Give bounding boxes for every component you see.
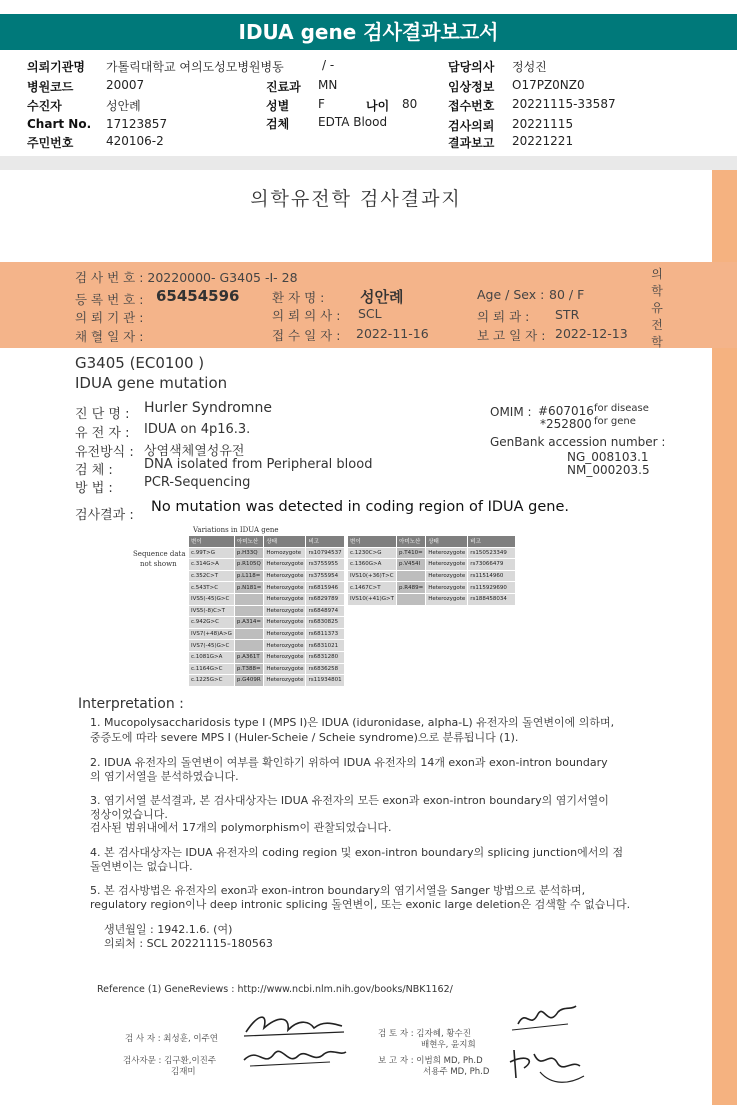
table-cell: Heterozygote (426, 570, 468, 582)
table-row (189, 663, 345, 675)
institution-value: 가톨릭대학교 여의도성모병원병동 (106, 60, 284, 74)
interpretation-line-3: 2. IDUA 유전자의 돌연변이 여부를 확인하기 위하여 IDUA 유전자의 14개 exon과 exon-intron boundary (90, 756, 608, 769)
interpretation-line-9: 돌연변이는 없습니다. (90, 860, 193, 873)
table-cell: Heterozygote (264, 663, 306, 675)
table-cell: Heterozygote (264, 628, 306, 640)
table-cell: p.G409R (234, 675, 263, 687)
dept-label: 진료과 (266, 80, 301, 94)
variations-table-right (347, 535, 516, 606)
advisor-line-1: 검사자문 : 김구환,이진주 (123, 1056, 217, 1066)
document-title: 의학유전학 검사결과지 (250, 188, 462, 210)
hospital-code-value: 20007 (106, 78, 145, 92)
vertical-label: 의 학 유 전 학 (651, 267, 663, 349)
genbank-label: GenBank accession number : (490, 435, 666, 449)
band-dept-label: 의 뢰 과 : (477, 309, 530, 324)
table-cell (234, 640, 263, 652)
table-cell: Heterozygote (264, 570, 306, 582)
table-cell: c.1230C>G (348, 547, 397, 559)
table-cell: rs6848974 (306, 605, 344, 617)
receipt-value: 20221115-33587 (512, 97, 616, 111)
table-header-cell: 상태 (264, 536, 306, 548)
table-cell: rs115929690 (468, 582, 516, 594)
table-cell: IVS10(+36)T>C (348, 570, 397, 582)
table-row (189, 605, 345, 617)
sample-label: 검 체 : (75, 463, 113, 478)
reg-number-label: 등 록 번 호 : (75, 292, 144, 307)
omim-disease-note: for disease (594, 403, 649, 414)
table-cell: rs6831280 (306, 651, 344, 663)
specimen-value: EDTA Blood (318, 115, 388, 129)
test-code: G3405 (EC0100 ) (75, 354, 205, 372)
table-cell: Heterozygote (264, 675, 306, 687)
interpretation-line-7: 검사된 범위내에서 17개의 polymorphism이 관찰되었습니다. (90, 821, 392, 834)
band-report-date-label: 보 고 일 자 : (477, 328, 546, 343)
age-value: 80 (402, 97, 418, 111)
table-cell: rs6830825 (306, 617, 344, 629)
table-cell: rs3755955 (306, 559, 344, 571)
advisor-line-2: 김재미 (171, 1067, 196, 1077)
table-row (189, 628, 345, 640)
table-cell: rs11514960 (468, 570, 516, 582)
table-cell: p.N181= (234, 582, 263, 594)
chart-value: 17123857 (106, 117, 168, 131)
band-doctor-value: SCL (358, 306, 382, 321)
table-cell: rs188458034 (468, 593, 516, 605)
table-row (189, 582, 345, 594)
sequence-note-1: Sequence data (133, 550, 186, 558)
dept-value: MN (318, 78, 338, 92)
table-header-row (189, 536, 345, 548)
table-cell: IVS7(-45)G>C (189, 640, 235, 652)
table-cell: Heterozygote (426, 582, 468, 594)
table-row (189, 559, 345, 571)
rrn-label: 주민번호 (27, 136, 74, 150)
reporter-line-1: 보 고 자 : 이범희 MD, Ph.D (378, 1056, 483, 1066)
agesex-value: 80 / F (549, 287, 585, 302)
request-label: 검사의뢰 (448, 119, 495, 133)
table-row (189, 593, 345, 605)
inheritance-label: 유전방식 : (75, 445, 134, 460)
table-header-cell: 변이 (189, 536, 235, 548)
rrn-value: 420106-2 (106, 134, 164, 148)
result-label: 검사결과 : (75, 508, 134, 523)
table-cell: c.543T>C (189, 582, 235, 594)
table-row (189, 570, 345, 582)
table-header-cell: 아미노산 (397, 536, 426, 548)
table-cell: Homozygote (264, 547, 306, 559)
table-cell (397, 570, 426, 582)
table-cell: rs6829789 (306, 593, 344, 605)
clinical-value: O17PZ0NZ0 (512, 78, 585, 92)
method-label: 방 법 : (75, 481, 113, 496)
advisor-signature (240, 1042, 350, 1072)
table-cell: IVS5(-8)C>T (189, 605, 235, 617)
table-cell: rs73066479 (468, 559, 516, 571)
result-value: No mutation was detected in coding region of IDUA gene. (151, 499, 570, 515)
doctor-value: 정성진 (512, 60, 547, 74)
table-cell: c.1467C>T (348, 582, 397, 594)
tester-line: 검 사 자 : 최성훈, 이주연 (125, 1034, 218, 1044)
interpretation-line-5: 3. 염기서열 분석결과, 본 검사대상자는 IDUA 유전자의 모든 exon과 exon-intron boundary의 염기서열이 (90, 794, 609, 807)
table-cell (234, 593, 263, 605)
table-cell: Heterozygote (426, 547, 468, 559)
table-cell: Heterozygote (264, 651, 306, 663)
table-cell: p.R489= (397, 582, 426, 594)
test-number: 검 사 번 호 : 20220000- G3405 -I- 28 (75, 270, 298, 285)
table-cell: c.1225G>C (189, 675, 235, 687)
receipt-label: 접수번호 (448, 99, 495, 113)
table-cell: p.L118= (234, 570, 263, 582)
table-cell: rs10794537 (306, 547, 344, 559)
table-cell: Heterozygote (264, 617, 306, 629)
band-dept-value: STR (555, 307, 580, 322)
table-header-cell: 아미노산 (234, 536, 263, 548)
genbank-value-1: NG_008103.1 (567, 450, 649, 464)
table-cell: IVS10(+41)G>T (348, 593, 397, 605)
table-cell: Heterozygote (264, 640, 306, 652)
table-cell (397, 593, 426, 605)
receive-date-label: 접 수 일 자 : (272, 328, 341, 343)
interpretation-line-4: 의 염기서열을 분석하였습니다. (90, 770, 239, 783)
institution-suffix: / - (322, 58, 335, 72)
table-cell: p.H33Q (234, 547, 263, 559)
hospital-code-label: 병원코드 (27, 80, 74, 94)
table-cell: c.942G>C (189, 617, 235, 629)
table-cell (234, 605, 263, 617)
section-divider (0, 156, 737, 170)
table-cell: c.1360G>A (348, 559, 397, 571)
reviewer-line-1: 검 토 자 : 김자혜, 황수진 (378, 1029, 471, 1039)
sequence-note-2: not shown (140, 560, 177, 568)
sample-value: DNA isolated from Peripheral blood (144, 457, 373, 472)
band-org-label: 의 뢰 기 관 : (75, 310, 144, 325)
omim-label: OMIM : (490, 405, 532, 419)
table-row (348, 582, 516, 594)
interpretation-line-6: 정상이었습니다. (90, 808, 168, 821)
sex-value: F (318, 97, 325, 111)
method-value: PCR-Sequencing (144, 475, 251, 490)
interpretation-line-1: 1. Mucopolysaccharidosis type I (MPS I)은 IDUA (iduronidase, alpha-L) 유전자의 돌연변이에 의하며, (90, 716, 615, 729)
requesting-clinic: 의뢰처 : SCL 20221115-180563 (104, 937, 273, 950)
table-cell: p.V454I (397, 559, 426, 571)
diagnosis-value: Hurler Syndromne (144, 400, 272, 416)
table-row (189, 547, 345, 559)
table-cell: p.T410= (397, 547, 426, 559)
table-cell: c.314G>A (189, 559, 235, 571)
table-cell: IVS7(+48)A>G (189, 628, 235, 640)
table-cell: rs6836258 (306, 663, 344, 675)
table-cell (234, 628, 263, 640)
table-cell: rs6811373 (306, 628, 344, 640)
gene-value: IDUA on 4p16.3. (144, 422, 251, 437)
table-cell: Heterozygote (264, 582, 306, 594)
table-cell: rs11934801 (306, 675, 344, 687)
omim-gene-value: *252800 (540, 417, 592, 431)
age-label: 나이 (366, 99, 390, 113)
table-row (348, 570, 516, 582)
genbank-value-2: NM_000203.5 (567, 463, 650, 477)
tester-signature (238, 1008, 348, 1042)
report-banner-title: IDUA gene 검사결과보고서 (0, 14, 737, 50)
table-row (189, 675, 345, 687)
table-row (189, 617, 345, 629)
patient-label: 수진자 (27, 99, 62, 113)
agesex-label: Age / Sex : (477, 287, 545, 302)
table-cell: p.A314= (234, 617, 263, 629)
birth-date: 생년월일 : 1942.1.6. (여) (104, 923, 233, 936)
patient-info-band-side (712, 262, 737, 348)
diagnosis-label: 진 단 명 : (75, 407, 130, 422)
table-row (348, 559, 516, 571)
omim-gene-note: for gene (594, 416, 636, 427)
reviewer-signature (508, 1002, 580, 1036)
band-patient-label: 환 자 명 : (272, 290, 325, 305)
reporter-line-2: 서용주 MD, Ph.D (423, 1067, 490, 1077)
table-header-cell: 비고 (468, 536, 516, 548)
table-cell: rs150523349 (468, 547, 516, 559)
interpretation-line-10: 5. 본 검사방법은 유전자의 exon과 exon-intron boundary의 염기서열을 Sanger 방법으로 분석하며, (90, 884, 586, 897)
table-row (348, 593, 516, 605)
collect-date-label: 채 혈 일 자 : (75, 329, 144, 344)
inheritance-value: 상염색체열성유전 (144, 444, 245, 459)
table-cell: IVS5(-45)G>C (189, 593, 235, 605)
interpretation-line-11: regulatory region이나 deep intronic splicing 돌연변이, 또는 exonic large deletion은 검색할 수 없습니다. (90, 898, 631, 911)
reference: Reference (1) GeneReviews : http://www.ncbi.nlm.nih.gov/books/NBK1162/ (97, 984, 453, 995)
table-row (348, 547, 516, 559)
reg-number-value: 65454596 (156, 287, 240, 305)
table-cell: c.1081G>A (189, 651, 235, 663)
band-report-date-value: 2022-12-13 (555, 326, 628, 341)
table-row (189, 640, 345, 652)
clinical-label: 임상정보 (448, 80, 495, 94)
table-header-row (348, 536, 516, 548)
table-cell: p.T388= (234, 663, 263, 675)
band-doctor-label: 의 뢰 의 사 : (272, 308, 341, 323)
table-cell: Heterozygote (426, 559, 468, 571)
table-cell: c.99T>G (189, 547, 235, 559)
table-cell: c.1164G>C (189, 663, 235, 675)
receive-date-value: 2022-11-16 (356, 326, 429, 341)
band-patient-value: 성안례 (360, 288, 404, 306)
table-cell: p.A361T (234, 651, 263, 663)
interpretation-line-2: 중증도에 따라 severe MPS I (Huler-Scheie / Scheie syndrome)으로 분류됩니다 (1). (90, 731, 519, 744)
patient-value: 성안례 (106, 99, 141, 113)
table-cell: rs6815946 (306, 582, 344, 594)
reviewer-line-2: 배현우, 윤지희 (421, 1040, 476, 1050)
request-value: 20221115 (512, 117, 574, 131)
variations-table-left (188, 535, 345, 687)
table-cell: Heterozygote (264, 559, 306, 571)
table-cell: c.352C>T (189, 570, 235, 582)
chart-label: Chart No. (27, 117, 92, 131)
report-date-label: 결과보고 (448, 136, 495, 150)
institution-label: 의뢰기관명 (27, 60, 85, 74)
doctor-label: 담당의사 (448, 60, 495, 74)
variations-title: Variations in IDUA gene (193, 526, 279, 534)
table-cell: Heterozygote (264, 605, 306, 617)
table-cell: Heterozygote (426, 593, 468, 605)
test-name: IDUA gene mutation (75, 374, 228, 392)
interpretation-title: Interpretation : (78, 696, 184, 712)
table-cell: p.R105Q (234, 559, 263, 571)
specimen-label: 검체 (266, 117, 290, 131)
table-cell: Heterozygote (264, 593, 306, 605)
sex-label: 성별 (266, 99, 290, 113)
table-header-cell: 비고 (306, 536, 344, 548)
table-header-cell: 상태 (426, 536, 468, 548)
report-date-value: 20221221 (512, 134, 574, 148)
table-cell: rs3755954 (306, 570, 344, 582)
table-cell: rs6831021 (306, 640, 344, 652)
table-row (189, 651, 345, 663)
table-header-cell: 변이 (348, 536, 397, 548)
omim-disease-value: #607016 (538, 404, 594, 418)
gene-label: 유 전 자 : (75, 426, 130, 441)
interpretation-line-8: 4. 본 검사대상자는 IDUA 유전자의 coding region 및 exon-intron boundary의 splicing junction에서의 점 (90, 846, 624, 859)
reporter-signature (500, 1042, 590, 1092)
